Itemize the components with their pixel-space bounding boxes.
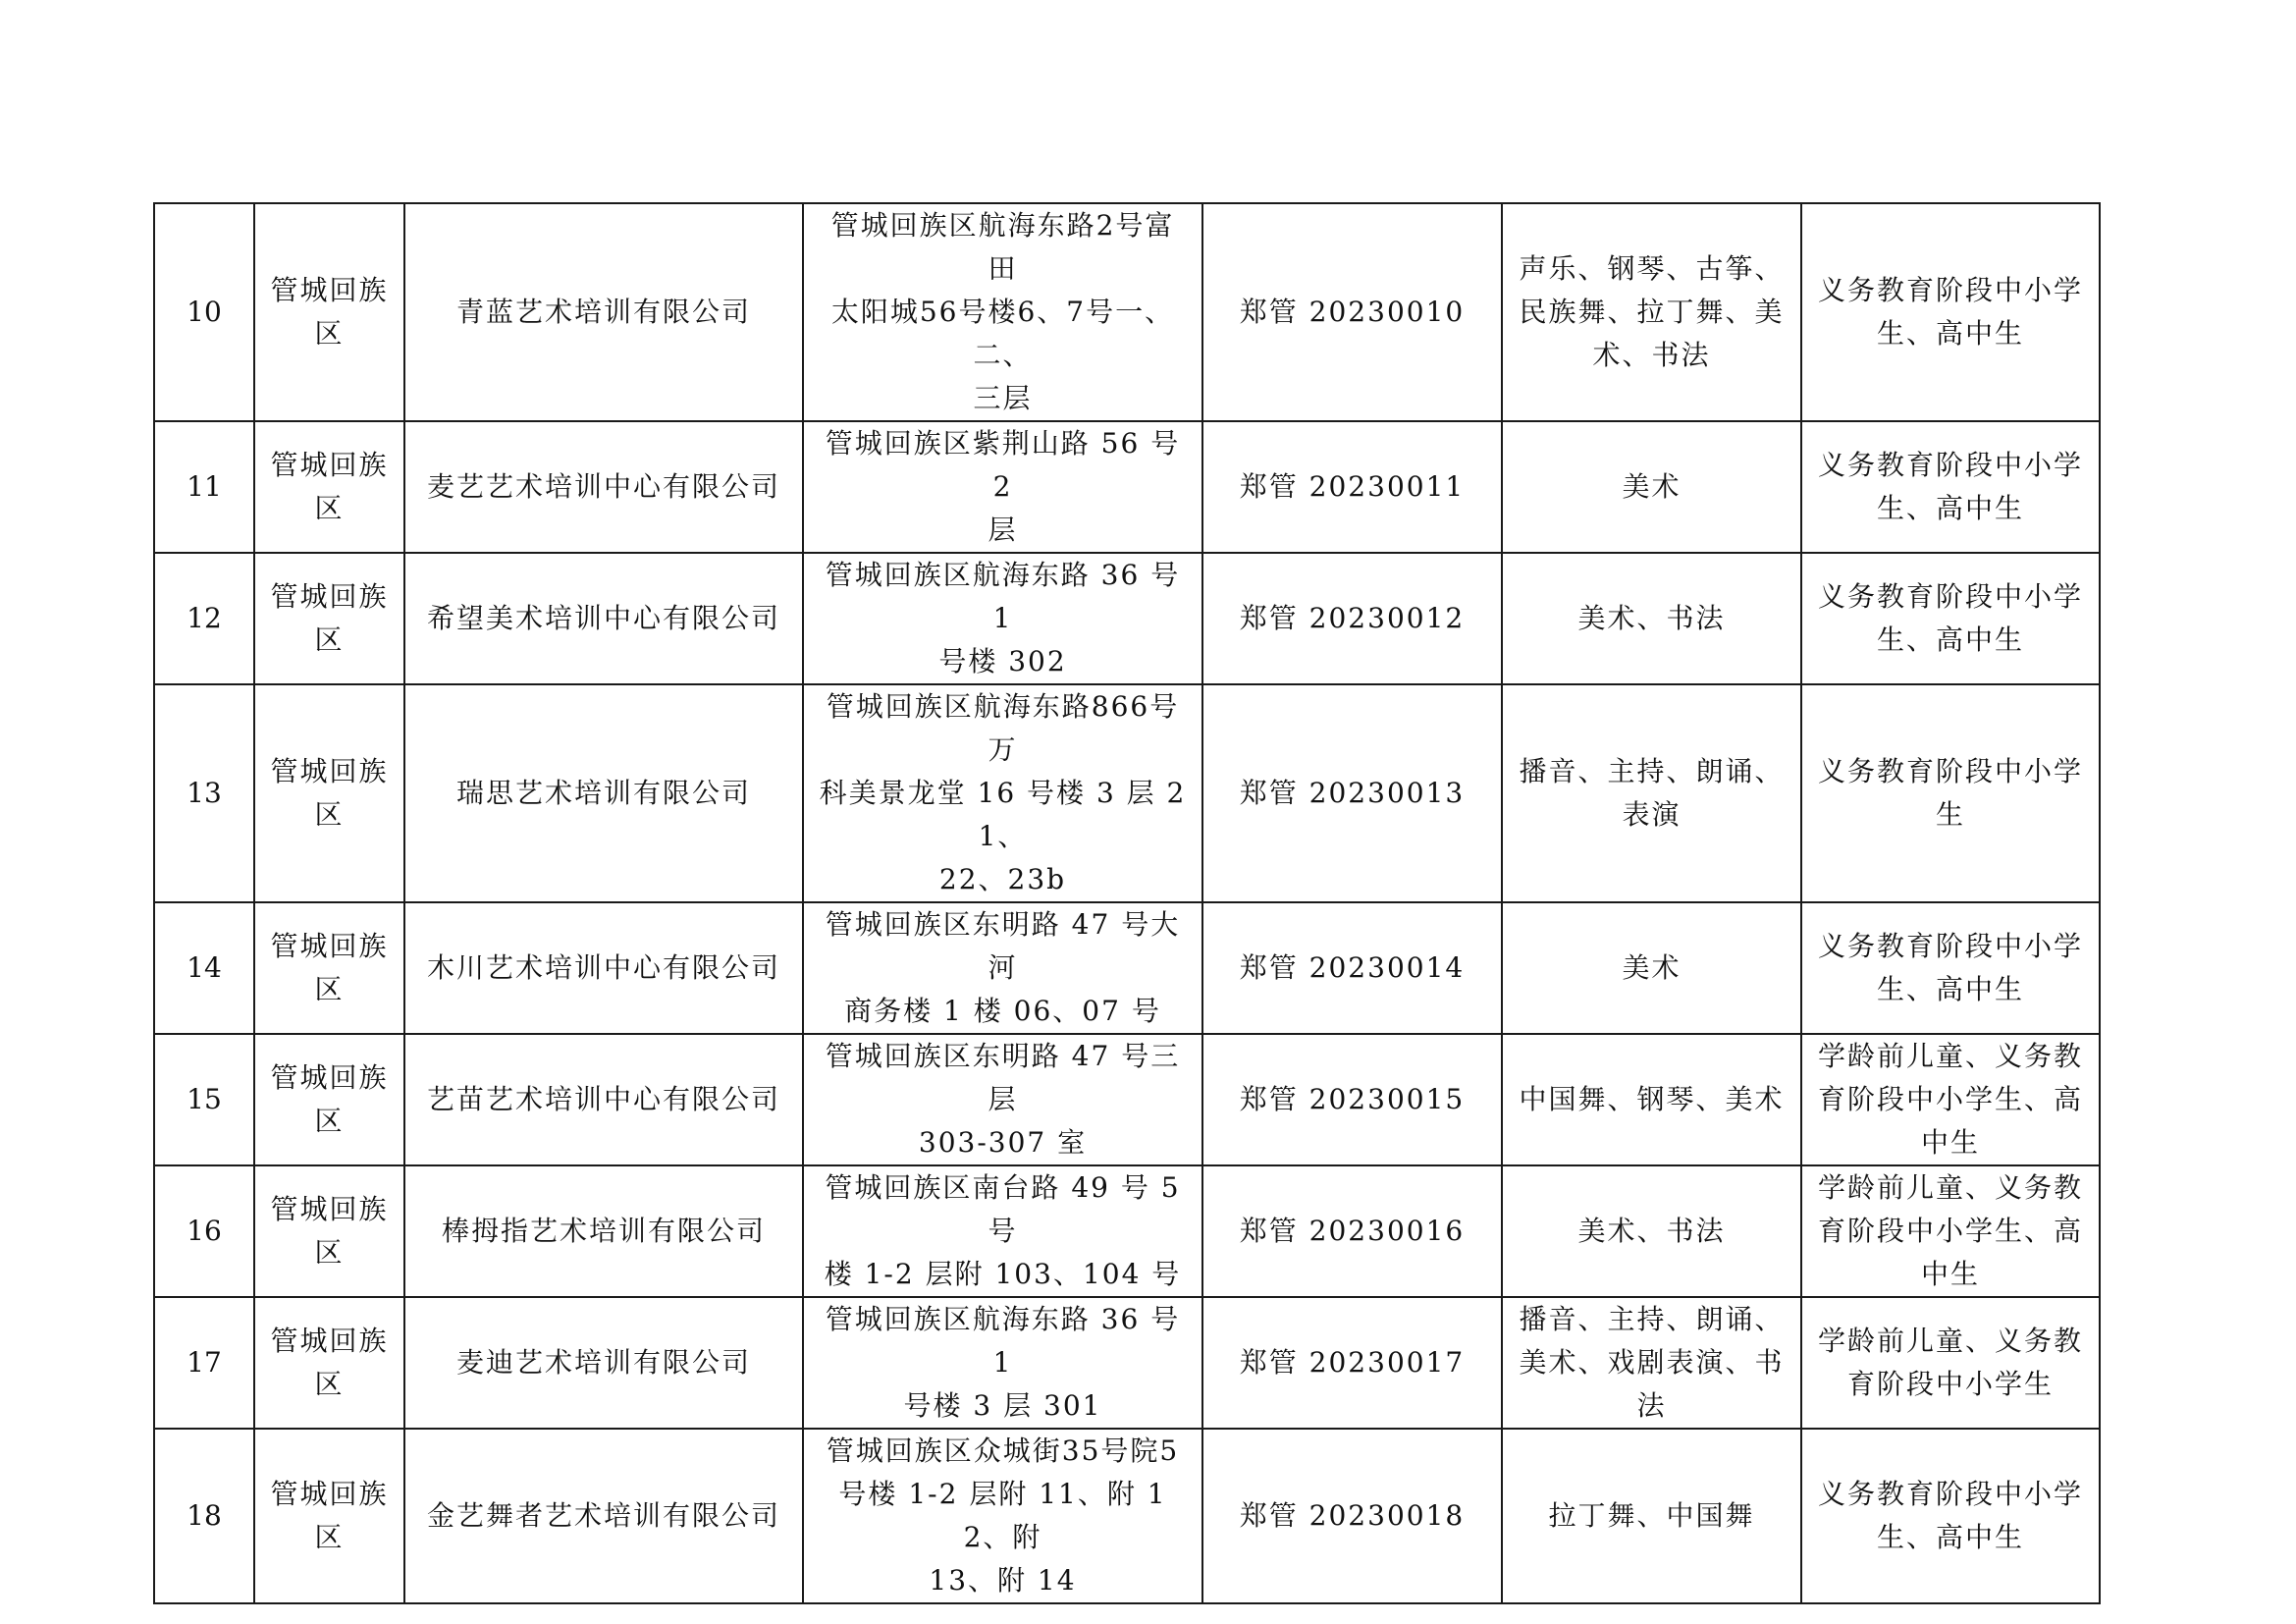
cell-district [254, 1034, 404, 1165]
table-row [154, 553, 2100, 684]
cell-address-line: 管城回族区航海东路 36 号 1 [825, 559, 1181, 634]
cell-address-line: 号楼 1-2 层附 11、附 12、附 [838, 1478, 1167, 1553]
cell-subjects [1502, 553, 1801, 684]
cell-institution-name: 木川艺术培训中心有限公司 [404, 902, 803, 1034]
cell-district-line: 区 [314, 1368, 345, 1400]
cell-district-line: 区 [314, 1521, 345, 1553]
table-row [154, 1297, 2100, 1429]
cell-district-line: 管城回族 [270, 580, 389, 613]
cell-audience [1801, 1165, 2100, 1297]
cell-audience [1801, 1034, 2100, 1165]
cell-audience [1801, 902, 2100, 1034]
cell-audience [1801, 684, 2100, 902]
cell-audience-line: 学龄前儿童、义务教 [1817, 1040, 2083, 1072]
cell-audience-line: 义务教育阶段中小学 [1817, 755, 2083, 787]
cell-address [803, 1297, 1202, 1429]
cell-district [254, 684, 404, 902]
cell-address [803, 203, 1202, 421]
cell-audience-line: 义务教育阶段中小学 [1817, 449, 2083, 481]
table-row [154, 684, 2100, 902]
cell-district [254, 902, 404, 1034]
cell-license-number: 郑管 20230013 [1202, 684, 1502, 902]
cell-subjects-line: 美术 [1622, 951, 1682, 984]
cell-address-line: 管城回族区众城街35号院5 [826, 1435, 1180, 1467]
cell-index: 11 [154, 421, 254, 553]
table-row [154, 902, 2100, 1034]
cell-address-line: 13、附 14 [929, 1564, 1077, 1597]
cell-address-line: 三层 [973, 382, 1033, 414]
cell-address [803, 1429, 1202, 1603]
cell-audience-line: 义务教育阶段中小学 [1817, 274, 2083, 306]
cell-subjects-line: 美术 [1622, 470, 1682, 503]
cell-district [254, 421, 404, 553]
cell-subjects [1502, 1429, 1801, 1603]
cell-audience-line: 中生 [1920, 1258, 1980, 1290]
cell-license-number: 郑管 20230016 [1202, 1165, 1502, 1297]
table-row [154, 1034, 2100, 1165]
cell-audience-line: 学龄前儿童、义务教 [1817, 1325, 2083, 1357]
cell-index: 15 [154, 1034, 254, 1165]
table-body [154, 203, 2100, 1603]
cell-index: 16 [154, 1165, 254, 1297]
table-row [154, 203, 2100, 421]
cell-address-line: 层 [988, 514, 1018, 546]
cell-district [254, 1165, 404, 1297]
cell-subjects [1502, 1297, 1801, 1429]
table-row [154, 421, 2100, 553]
cell-audience [1801, 553, 2100, 684]
cell-audience [1801, 203, 2100, 421]
cell-address-line: 303-307 室 [918, 1126, 1088, 1159]
cell-index: 14 [154, 902, 254, 1034]
cell-subjects [1502, 203, 1801, 421]
cell-index: 12 [154, 553, 254, 684]
cell-district-line: 管城回族 [270, 274, 389, 306]
cell-district-line: 区 [314, 1236, 345, 1269]
cell-subjects-line: 声乐、钢琴、古筝、 [1519, 252, 1785, 285]
cell-license-number: 郑管 20230015 [1202, 1034, 1502, 1165]
cell-district-line: 管城回族 [270, 449, 389, 481]
cell-subjects-line: 美术、书法 [1577, 602, 1726, 634]
cell-district-line: 区 [314, 492, 345, 524]
cell-district [254, 1297, 404, 1429]
cell-audience [1801, 421, 2100, 553]
cell-subjects [1502, 902, 1801, 1034]
cell-district [254, 203, 404, 421]
cell-district-line: 区 [314, 973, 345, 1005]
cell-address-line: 科美景龙堂 16 号楼 3 层 21、 [819, 777, 1187, 852]
cell-district-line: 区 [314, 798, 345, 831]
cell-address-line: 管城回族区东明路 47 号三层 [825, 1040, 1181, 1115]
cell-audience-line: 生、高中生 [1876, 1521, 2024, 1553]
cell-audience-line: 义务教育阶段中小学 [1817, 580, 2083, 613]
cell-institution-name: 棒拇指艺术培训有限公司 [404, 1165, 803, 1297]
cell-district-line: 管城回族 [270, 1193, 389, 1225]
cell-district-line: 区 [314, 317, 345, 350]
cell-audience [1801, 1297, 2100, 1429]
cell-subjects-line: 播音、主持、朗诵、 [1519, 1303, 1785, 1335]
cell-audience-line: 义务教育阶段中小学 [1817, 930, 2083, 962]
cell-address [803, 684, 1202, 902]
cell-institution-name: 瑞思艺术培训有限公司 [404, 684, 803, 902]
cell-address-line: 太阳城56号楼6、7号一、二、 [830, 296, 1175, 371]
cell-institution-name: 金艺舞者艺术培训有限公司 [404, 1429, 803, 1603]
cell-index: 18 [154, 1429, 254, 1603]
cell-subjects-line: 民族舞、拉丁舞、美 [1519, 296, 1785, 328]
cell-address-line: 22、23b [938, 863, 1067, 895]
table-row [154, 1165, 2100, 1297]
cell-subjects-line: 美术、书法 [1577, 1215, 1726, 1247]
cell-district-line: 管城回族 [270, 1061, 389, 1094]
cell-address-line: 商务楼 1 楼 06、07 号 [844, 995, 1161, 1027]
cell-audience-line: 中生 [1920, 1126, 1980, 1159]
cell-address-line: 号楼 3 层 301 [903, 1389, 1102, 1422]
cell-subjects-line: 播音、主持、朗诵、 [1519, 755, 1785, 787]
cell-audience-line: 育阶段中小学生、高 [1817, 1215, 2083, 1247]
cell-license-number: 郑管 20230011 [1202, 421, 1502, 553]
cell-district [254, 1429, 404, 1603]
cell-address [803, 421, 1202, 553]
cell-audience-line: 学龄前儿童、义务教 [1817, 1171, 2083, 1204]
cell-address-line: 管城回族区航海东路866号万 [826, 690, 1180, 766]
cell-audience-line: 生 [1935, 798, 1965, 831]
cell-institution-name: 艺苗艺术培训中心有限公司 [404, 1034, 803, 1165]
cell-index: 10 [154, 203, 254, 421]
cell-address-line: 管城回族区紫荆山路 56 号 2 [825, 427, 1181, 503]
cell-institution-name: 麦迪艺术培训有限公司 [404, 1297, 803, 1429]
cell-license-number: 郑管 20230014 [1202, 902, 1502, 1034]
cell-subjects-line: 美术、戏剧表演、书 [1519, 1346, 1785, 1379]
cell-subjects-line: 法 [1636, 1389, 1667, 1422]
cell-address-line: 管城回族区东明路 47 号大河 [825, 908, 1181, 984]
cell-address [803, 1034, 1202, 1165]
cell-license-number: 郑管 20230010 [1202, 203, 1502, 421]
cell-institution-name: 青蓝艺术培训有限公司 [404, 203, 803, 421]
cell-subjects [1502, 684, 1801, 902]
cell-subjects-line: 拉丁舞、中国舞 [1548, 1499, 1755, 1532]
cell-audience-line: 育阶段中小学生、高 [1817, 1083, 2083, 1115]
cell-address [803, 1165, 1202, 1297]
cell-institution-name: 麦艺艺术培训中心有限公司 [404, 421, 803, 553]
cell-audience-line: 生、高中生 [1876, 317, 2024, 350]
cell-license-number: 郑管 20230012 [1202, 553, 1502, 684]
cell-address-line: 管城回族区航海东路 36 号 1 [825, 1303, 1181, 1379]
cell-audience-line: 生、高中生 [1876, 492, 2024, 524]
cell-audience [1801, 1429, 2100, 1603]
cell-address [803, 553, 1202, 684]
cell-district-line: 管城回族 [270, 1478, 389, 1510]
cell-district [254, 553, 404, 684]
cell-address-line: 楼 1-2 层附 103、104 号 [824, 1258, 1182, 1290]
cell-institution-name: 希望美术培训中心有限公司 [404, 553, 803, 684]
cell-subjects-line: 术、书法 [1592, 339, 1711, 371]
cell-address-line: 管城回族区南台路 49 号 5 号 [825, 1171, 1181, 1247]
cell-address [803, 902, 1202, 1034]
institution-table [153, 202, 2101, 1604]
cell-district-line: 区 [314, 1105, 345, 1137]
cell-subjects [1502, 1034, 1801, 1165]
cell-audience-line: 育阶段中小学生 [1846, 1368, 2054, 1400]
cell-index: 13 [154, 684, 254, 902]
cell-audience-line: 生、高中生 [1876, 623, 2024, 656]
cell-license-number: 郑管 20230018 [1202, 1429, 1502, 1603]
cell-audience-line: 义务教育阶段中小学 [1817, 1478, 2083, 1510]
cell-index: 17 [154, 1297, 254, 1429]
cell-subjects-line: 表演 [1622, 798, 1682, 831]
cell-license-number: 郑管 20230017 [1202, 1297, 1502, 1429]
cell-district-line: 区 [314, 623, 345, 656]
cell-audience-line: 生、高中生 [1876, 973, 2024, 1005]
cell-subjects [1502, 1165, 1801, 1297]
cell-address-line: 号楼 302 [938, 645, 1067, 677]
cell-district-line: 管城回族 [270, 1325, 389, 1357]
cell-subjects [1502, 421, 1801, 553]
cell-district-line: 管城回族 [270, 755, 389, 787]
cell-subjects-line: 中国舞、钢琴、美术 [1519, 1083, 1785, 1115]
cell-address-line: 管城回族区航海东路2号富田 [830, 209, 1175, 285]
cell-district-line: 管城回族 [270, 930, 389, 962]
table-row [154, 1429, 2100, 1603]
